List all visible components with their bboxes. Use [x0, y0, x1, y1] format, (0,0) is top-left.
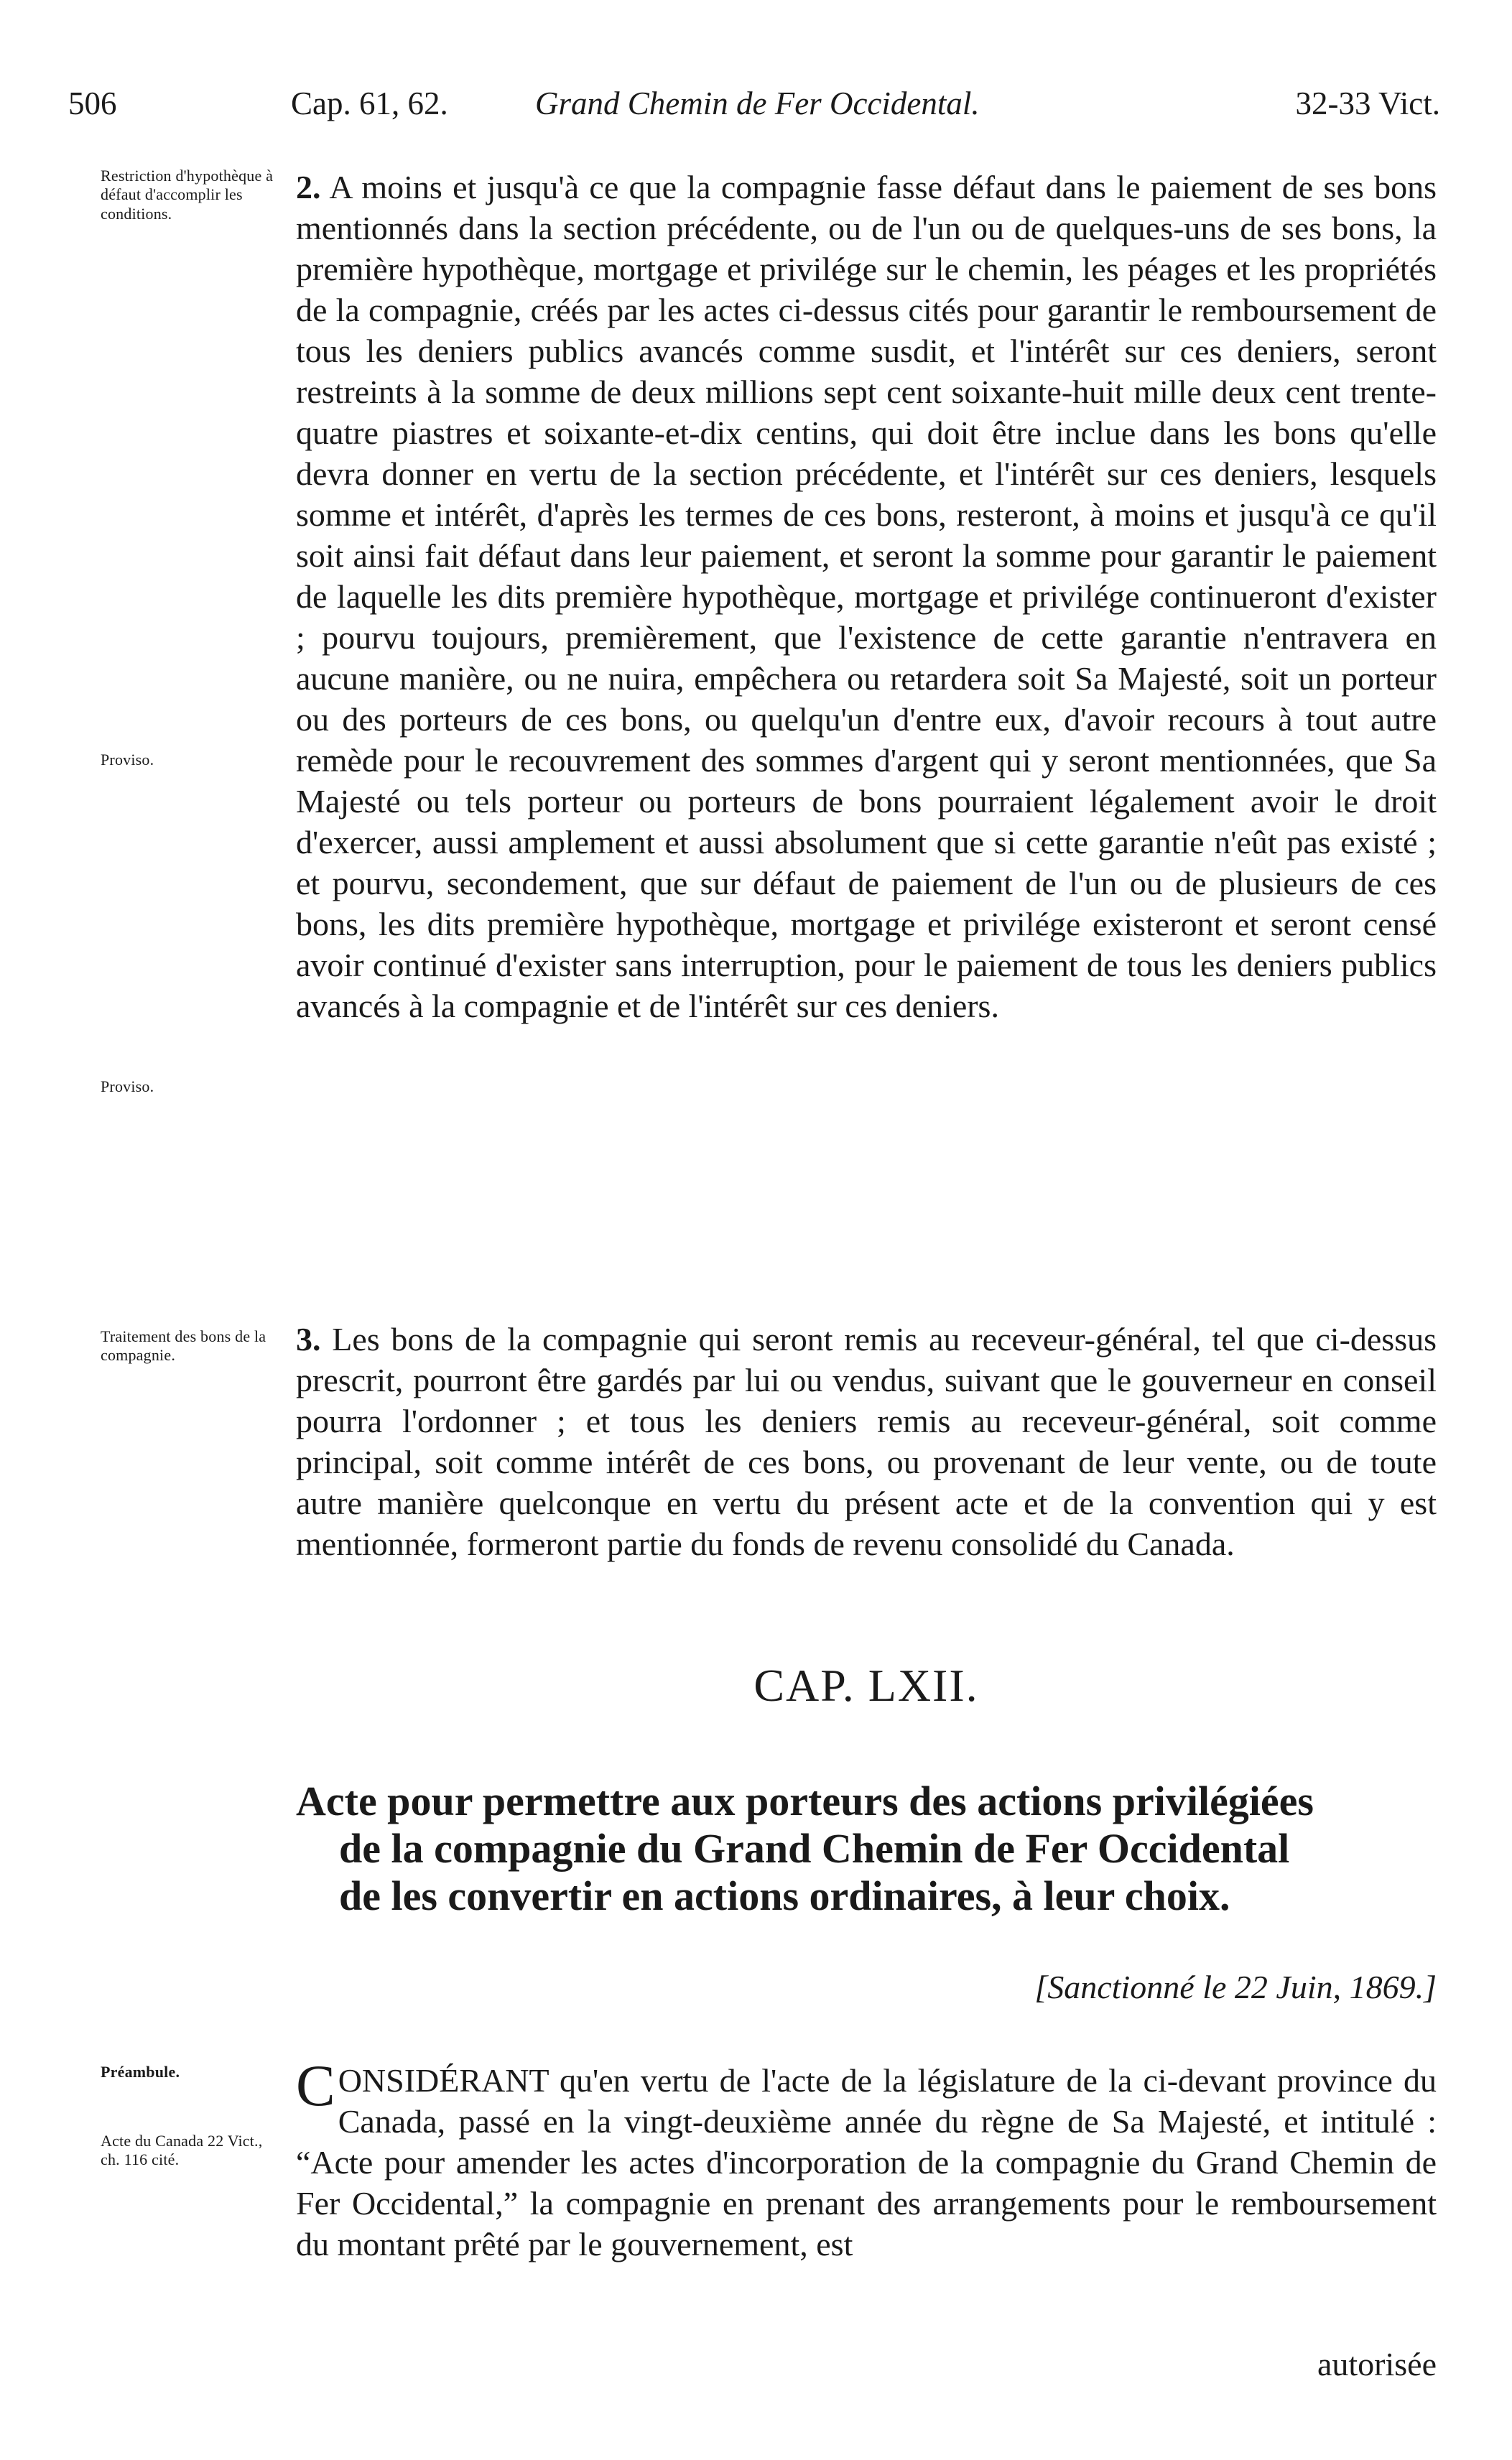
- section-3: [296, 1319, 1437, 1564]
- act-title-line-3: de les convertir en actions ordinaires, à leur choix.: [339, 1872, 1230, 1919]
- regnal-year: 32-33 Vict.: [1295, 85, 1440, 121]
- section-3-number: 3.: [296, 1321, 321, 1357]
- act-title: [296, 1778, 1437, 1920]
- catchword: autorisée: [1317, 2346, 1437, 2382]
- chapter-heading: CAP. LXII.: [753, 1660, 979, 1711]
- sanction-date: [296, 1968, 1437, 2006]
- drop-cap: C: [296, 2053, 335, 2118]
- margin-note-restriction: Restriction d'hypothèque à défaut d'accomplir les conditions.: [101, 167, 274, 223]
- chapter-reference: Cap. 61, 62.: [291, 85, 448, 121]
- margin-note-proviso-2: Proviso.: [101, 1077, 154, 1095]
- section-2-number: 2.: [296, 169, 321, 205]
- margin-note-acte-cite: Acte du Canada 22 Vict., ch. 116 cité.: [101, 2132, 263, 2169]
- section-3-text: Les bons de la compagnie qui seront remis au receveur-général, tel que ci-dessus prescrit, pourront être gardés par lui ou vendus, suivant que le gouverneur en conseil pourra l'ordonner ; et tous les deniers remis au receveur-général, soit comme principal, soit comme intérêt de ces bons, ou provenant de leur vente, ou de toute autre manière quelconque en vertu du présent acte et de la convention qui y est mentionnée, formeront partie du fonds de revenu consolidé du Canada.: [296, 1321, 1437, 1562]
- act-title-line-2: de la compagnie du Grand Chemin de Fer Occidental: [339, 1825, 1290, 1872]
- running-title: Grand Chemin de Fer Occidental.: [535, 85, 980, 121]
- page-header: [68, 85, 1440, 142]
- preamble-text: ONSIDÉRANT qu'en vertu de l'acte de la législature de la ci-devant province du Canada, passé en la vingt-deuxième année du règne de Sa Majesté, et intitulé : “Acte pour amender les actes d'incorporation de la compagnie du Grand Chemin de Fer Occidental,” la compagnie en prenant des arrangements pour le remboursement du montant prêté par le gouvernement, est: [296, 2062, 1437, 2262]
- margin-note-traitement: Traitement des bons de la compagnie.: [101, 1327, 266, 1365]
- margin-note-proviso-1: Proviso.: [101, 751, 154, 769]
- preamble: [296, 2053, 1437, 2265]
- page-number: 506: [68, 85, 117, 121]
- sanction-text: [Sanctionné le 22 Juin, 1869.]: [1034, 1969, 1437, 2005]
- section-2: [296, 167, 1437, 1026]
- act-title-line-1: Acte pour permettre aux porteurs des actions privilégiées: [296, 1778, 1314, 1824]
- section-2-text: A moins et jusqu'à ce que la compagnie fasse défaut dans le paiement de ses bons mentionnés dans la section précédente, ou de l'un ou de quelques-uns de ses bons, la première hypothèque, mortgage et privilége sur le chemin, les péages et les propriétés de la compagnie, créés par les actes ci-dessus cités pour garantir le remboursement de tous les deniers publics avancés comme susdit, et l'intérêt sur ces deniers, seront restreints à la somme de deux millions sept cent soixante-huit mille deux cent trente-quatre piastres et soixante-et-dix centins, qui doit être inclue dans les bons qu'elle devra donner en vertu de la section précédente, et l'intérêt sur ces deniers, lesquels somme et intérêt, d'après les termes de ces bons, resteront, à moins et jusqu'à ce qu'il soit ainsi fait défaut dans leur paiement, et seront la somme pour garantir le paiement de laquelle les dits première hypothèque, mortgage et privilége continueront d'exister ; pourvu toujours, premièrement, que l'existence de cette garantie n'entravera en aucune manière, ou ne nuira, empêchera ou retardera soit Sa Majesté, soit un porteur ou des porteurs de ces bons, ou quelqu'un d'entre eux, d'avoir recours à tout autre remède pour le recouvrement des sommes d'argent qui y seront mentionnées, que Sa Majesté ou tels porteur ou porteurs de bons pourraient légalement avoir le droit d'exercer, aussi amplement et aussi absolument que si cette garantie n'eût pas existé ; et pourvu, secondement, que sur défaut de paiement de l'un ou de plusieurs de ces bons, les dits première hypothèque, mortgage et privilége existeront et seront censé avoir continué d'exister sans interruption, pour le paiement de tous les deniers publics avancés à la compagnie et de l'intérêt sur ces deniers.: [296, 169, 1437, 1024]
- margin-note-preambule: Préambule.: [101, 2063, 180, 2081]
